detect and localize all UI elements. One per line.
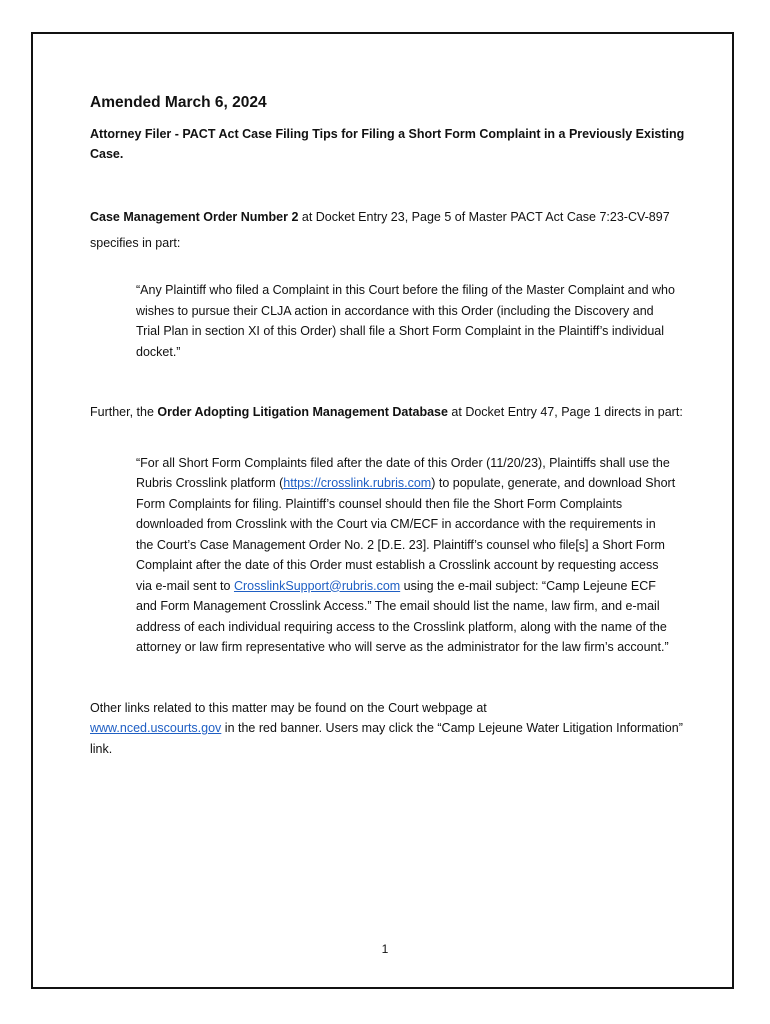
document-subtitle: Attorney Filer - PACT Act Case Filing Tips for Filing a Short Form Complaint in a Previously Existing Case. (90, 127, 685, 161)
crosslink-support-email-link[interactable]: CrosslinkSupport@rubris.com (233, 578, 401, 593)
quote-text: using the e-mail subject: “Camp Lejeune ECF and Form Management Crosslink Access.” The email should list the name, law firm, and e-mail address of each individual requiring access to the Crosslink platform, along with the name of the attorney or law firm representative who will serve as the administrator for the law firm’s account.” (136, 578, 669, 654)
quote-litigation-order (136, 453, 676, 658)
crosslink-platform-link[interactable]: https://crosslink.rubris.com (283, 476, 432, 490)
page-number: 1 (381, 942, 389, 956)
paragraph-case-management-order (90, 204, 690, 256)
paragraph-prefix: Further, the (90, 405, 158, 419)
litigation-order-title: Order Adopting Litigation Management Database (157, 405, 448, 419)
quote-text: “For all Short Form Complaints filed after the date of this Order (11/20/23), Plaintiffs shall use the Rubris Crosslink platform ( (136, 455, 670, 490)
paragraph-text: at Docket Entry 47, Page 1 directs in part: (447, 405, 683, 419)
quote-case-management-order: “Any Plaintiff who filed a Complaint in this Court before the filing of the Master Complaint and who wishes to pursue their CLJA action in accordance with this Order (including the Discovery and Trial Plan in section XI of this Order) shall file a Short Form Complaint in the Plaintiff’s individual docket.” (136, 283, 675, 359)
paragraph-litigation-order (90, 402, 690, 423)
quote-text: ) to populate, generate, and download Short Form Complaints for filing. Plaintiff’s counsel should then file the Short Form Complaints downloaded from Crosslink with the Court via CM/ECF in accordance with the requirements in the Court’s Case Management Order No. 2 [D.E. 23]. Plaintiff’s counsel who file[s] a Short Form Complaint after the date of this Order must establish a Crosslink account by requesting access via e-mail sent to (136, 476, 676, 593)
court-website-link[interactable]: www.nced.uscourts.gov (90, 721, 222, 735)
paragraph-text: at Docket Entry 23, Page 5 of Master PACT Act Case 7:23-CV-897 specifies in part: (90, 210, 670, 250)
paragraph-other-links (90, 698, 690, 760)
amended-date-heading: Amended March 6, 2024 (90, 94, 267, 111)
document-body (90, 94, 690, 759)
case-management-order-title: Case Management Order Number 2 (90, 210, 299, 224)
paragraph-text: Other links related to this matter may be found on the Court webpage at (90, 700, 487, 715)
paragraph-text: in the red banner. Users may click the “Camp Lejeune Water Litigation Information” link. (90, 721, 683, 756)
